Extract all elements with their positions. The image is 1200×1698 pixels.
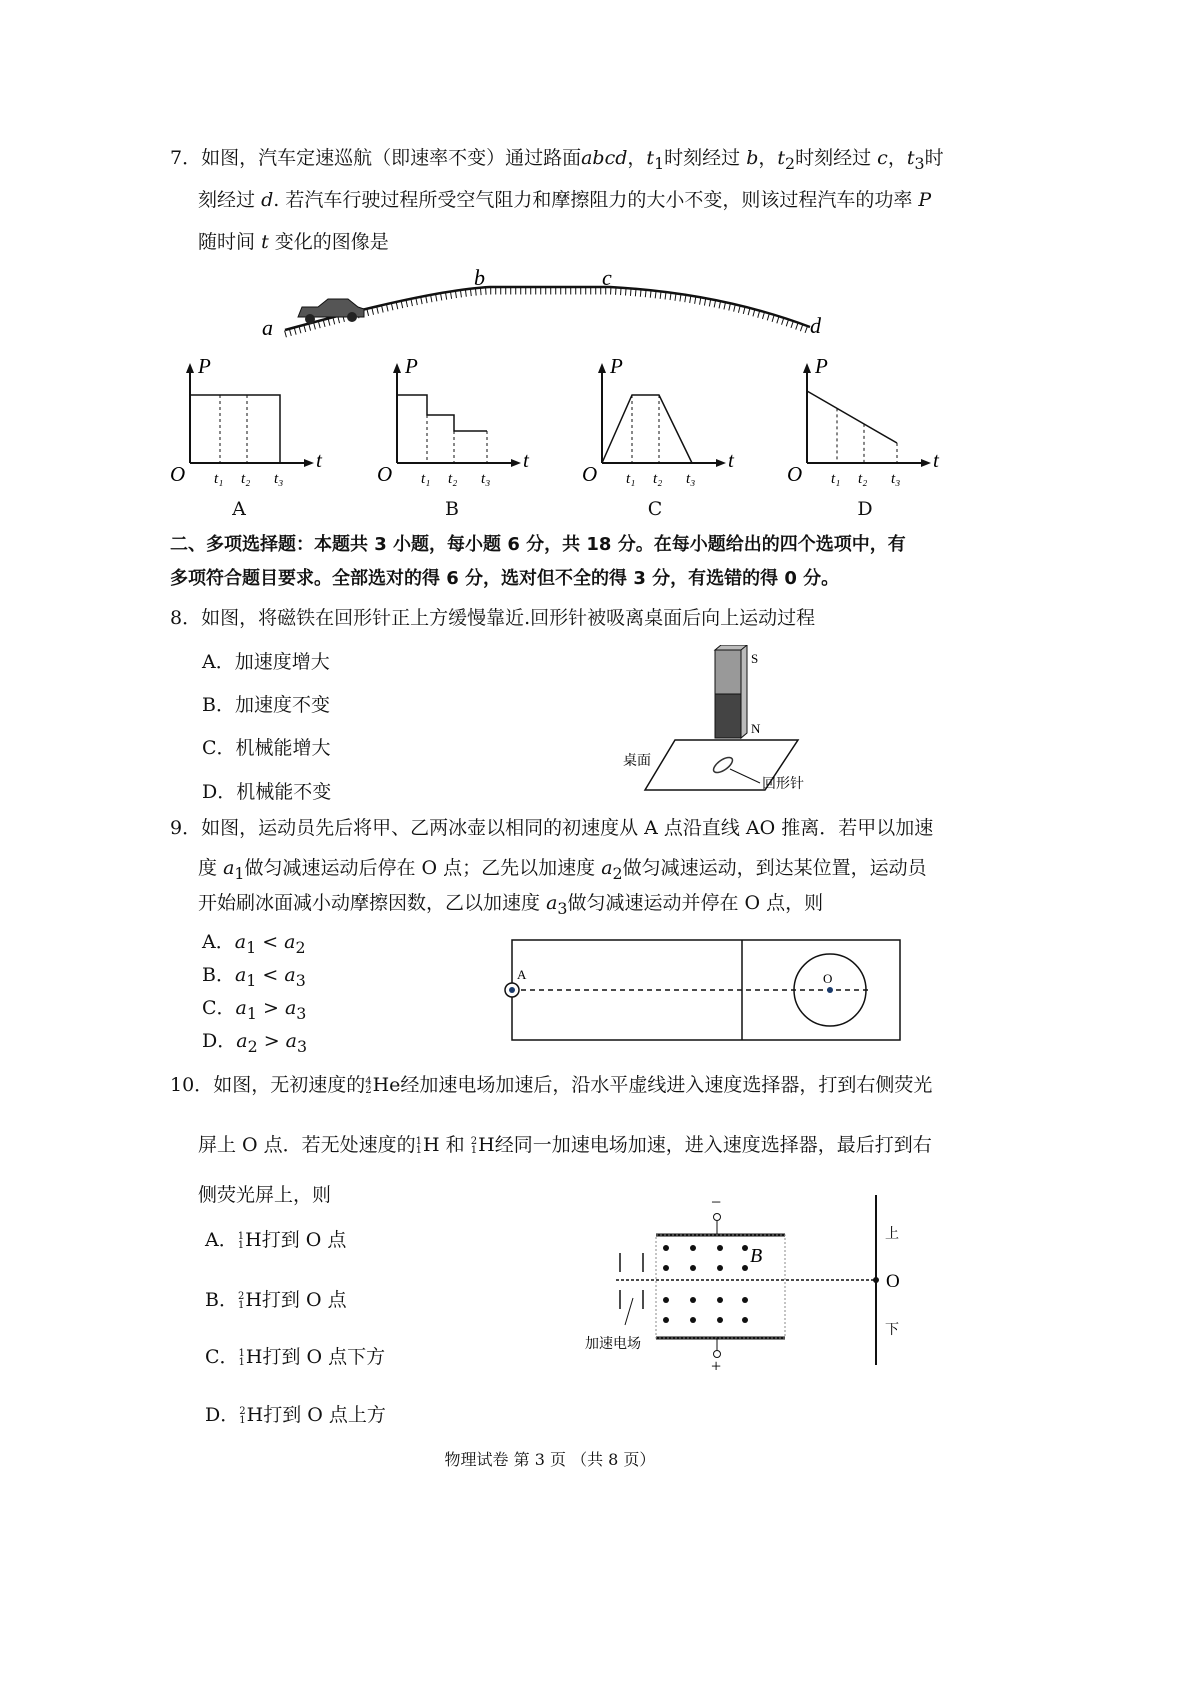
svg-text:−: − xyxy=(711,1192,722,1212)
tick-label: t₃ xyxy=(686,471,696,487)
tick-label: t₂ xyxy=(858,471,868,487)
svg-text:下: 下 xyxy=(885,1323,899,1338)
axis-label-p: P xyxy=(198,355,211,378)
q10-option-c[interactable]: C． 1 1 H打到 O 点下方 xyxy=(205,1346,386,1368)
q7-line1: 7．如图，汽车定速巡航（即速率不变）通过路面abcd，$t_1$时刻经过 b，$t_2$时刻经过 c，$t_3$时 xyxy=(170,147,944,173)
svg-text:+: + xyxy=(711,1356,722,1370)
tick-label: t₁ xyxy=(626,471,636,487)
svg-text:O: O xyxy=(823,971,833,986)
curling-rink-diagram xyxy=(500,935,910,1045)
graph-caption-d: D xyxy=(857,498,873,520)
svg-text:A: A xyxy=(517,967,527,982)
q7-line3: 随时间 t 变化的图像是 xyxy=(198,231,389,253)
tick-label: t₂ xyxy=(653,471,663,487)
axis-label-t: t xyxy=(316,448,322,472)
tick-label: t₁ xyxy=(421,471,431,487)
section2-heading-line1: 二、多项选择题：本题共 3 小题，每小题 6 分，共 18 分。在每小题给出的四个选项中，有 xyxy=(170,534,906,555)
q8-option-a[interactable]: A．加速度增大 xyxy=(202,651,330,673)
car-icon xyxy=(298,299,364,324)
tick-label: t₃ xyxy=(481,471,491,487)
axis-label-t: t xyxy=(933,448,939,472)
tick-label: t₃ xyxy=(274,471,284,487)
origin-label: O xyxy=(377,462,393,486)
velocity-selector-diagram xyxy=(580,1190,920,1370)
q8-option-d[interactable]: D．机械能不变 xyxy=(202,781,332,803)
magnet-icon xyxy=(715,645,747,738)
graph-caption-c: C xyxy=(647,498,663,520)
axis-label-p: P xyxy=(610,355,623,378)
paperclip-icon xyxy=(711,755,735,776)
q10-line2: 屏上 O 点．若无处速度的 1 1 H 和 2 1 H经同一加速电场加速，进入速度选择器，最后打到右 xyxy=(198,1134,932,1156)
magnet-diagram xyxy=(615,645,815,805)
svg-text:O: O xyxy=(886,1271,900,1292)
q7-line2: 刻经过 d. 若汽车行驶过程所受空气阻力和摩擦阻力的大小不变，则该过程汽车的功率 P xyxy=(198,189,932,211)
q10-option-b[interactable]: B． 2 1 H打到 O 点 xyxy=(205,1289,347,1311)
origin-label: O xyxy=(582,462,598,486)
power-graph-a xyxy=(170,355,360,530)
q8-option-c[interactable]: C．机械能增大 xyxy=(202,737,331,759)
power-graph-d xyxy=(787,355,977,530)
q10-line3: 侧荧光屏上，则 xyxy=(198,1184,332,1206)
q9-option-b[interactable]: B．$a_1 < a_3$ xyxy=(202,964,306,990)
road-label-d: d xyxy=(810,313,821,338)
svg-text:桌面: 桌面 xyxy=(623,754,651,769)
svg-text:加速电场: 加速电场 xyxy=(585,1337,641,1352)
q10-option-d[interactable]: D． 2 1 H打到 O 点上方 xyxy=(205,1404,386,1426)
tick-label: t₂ xyxy=(448,471,458,487)
tick-label: t₃ xyxy=(891,471,901,487)
svg-text:N: N xyxy=(751,721,761,736)
road-label-c: c xyxy=(602,265,612,290)
svg-text:回形针: 回形针 xyxy=(762,777,804,792)
q9-line2: 度 $a_1$做匀减速运动后停在 O 点；乙先以加速度 $a_2$做匀减速运动，到达某位置，运动员 xyxy=(198,857,927,883)
q8-stem: 8．如图，将磁铁在回形针正上方缓慢靠近.回形针被吸离桌面后向上运动过程 xyxy=(170,607,816,629)
tick-label: t₂ xyxy=(241,471,251,487)
svg-text:上: 上 xyxy=(885,1227,899,1242)
origin-label: O xyxy=(170,462,186,486)
q9-option-d[interactable]: D．$a_2 > a_3$ xyxy=(202,1030,308,1056)
origin-label: O xyxy=(787,462,803,486)
graph-caption-a: A xyxy=(232,498,246,520)
tick-label: t₁ xyxy=(831,471,841,487)
tick-label: t₁ xyxy=(214,471,224,487)
q9-line3: 开始刷冰面减小动摩擦因数，乙以加速度 $a_3$做匀减速运动并停在 O 点，则 xyxy=(198,892,824,918)
q9-option-a[interactable]: A．$a_1 < a_2$ xyxy=(202,931,306,957)
svg-text:B: B xyxy=(750,1245,763,1267)
axis-label-t: t xyxy=(728,448,734,472)
q8-option-b[interactable]: B．加速度不变 xyxy=(202,694,330,716)
road-label-a: a xyxy=(262,315,273,340)
q9-line1: 9．如图，运动员先后将甲、乙两冰壶以相同的初速度从 A 点沿直线 AO 推离．若甲以加速 xyxy=(170,817,934,839)
q9-option-c[interactable]: C．$a_1 > a_3$ xyxy=(202,997,307,1023)
svg-text:S: S xyxy=(751,651,759,666)
axis-label-p: P xyxy=(815,355,828,378)
q10-option-a[interactable]: A． 1 1 H打到 O 点 xyxy=(205,1229,347,1251)
magnetic-field-dots xyxy=(663,1245,748,1323)
power-graph-b xyxy=(377,355,567,530)
road-label-b: b xyxy=(474,265,485,290)
section2-heading-line2: 多项符合题目要求。全部选对的得 6 分，选对但不全的得 3 分，有选错的得 0 分。 xyxy=(170,568,840,589)
axis-label-t: t xyxy=(523,448,529,472)
graph-caption-b: B xyxy=(445,498,459,520)
page-footer: 物理试卷 第 3 页 （共 8 页） xyxy=(444,1450,656,1469)
road-diagram xyxy=(250,265,850,350)
axis-label-p: P xyxy=(405,355,418,378)
q10-line1: 10．如图，无初速度的 4 2 He经加速电场加速后，沿水平虚线进入速度选择器，打到右侧荧光 xyxy=(170,1074,933,1096)
power-graph-c xyxy=(582,355,772,530)
